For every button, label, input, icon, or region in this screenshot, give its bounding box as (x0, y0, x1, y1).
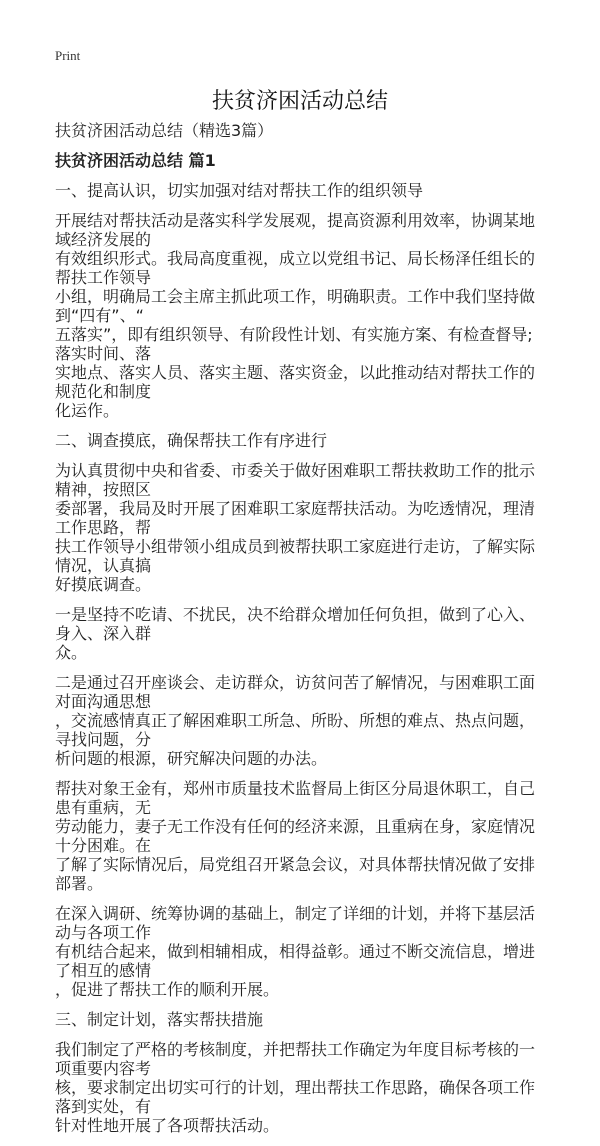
paragraph (55, 673, 545, 768)
text-line: 众。 (55, 643, 88, 662)
text-line: 一是坚持不吃请、不扰民，决不给群众增加任何负担，做到了心入、身入、深入群 (55, 605, 536, 643)
section-heading (55, 1010, 545, 1029)
text-line: 好摸底调查。 (55, 575, 152, 594)
text-line: 析问题的根源，研究解决问题的办法。 (55, 749, 328, 768)
text-line: 为认真贯彻中央和省委、市委关于做好困难职工帮扶救助工作的批示精神，按照区 (55, 461, 536, 499)
text-line: 化运作。 (55, 401, 120, 420)
paragraph (55, 605, 545, 662)
document-body (55, 121, 545, 1146)
section-heading (55, 181, 545, 200)
text-line: 实地点、落实人员、落实主题、落实资金，以此推动结对帮扶工作的规范化和制度 (55, 363, 536, 401)
text-line: 委部署，我局及时开展了困难职工家庭帮扶活动。为吃透情况，理清工作思路，帮 (55, 499, 536, 537)
text-line: 扶贫济困活动总结（精选3篇） (55, 121, 274, 140)
text-line: 核，要求制定出切实可行的计划，理出帮扶工作思路，确保各项工作落到实处，有 (55, 1078, 536, 1116)
text-line: 有机结合起来，做到相辅相成，相得益彰。通过不断交流信息，增进了相互的感情 (55, 942, 536, 980)
text-line: 劳动能力，妻子无工作没有任何的经济来源，且重病在身，家庭情况十分困难。在 (55, 817, 536, 855)
text-line: 在深入调研、统筹协调的基础上，制定了详细的计划，并将下基层活动与各项工作 (55, 904, 536, 942)
text-line: 帮扶对象王金有，郑州市质量技术监督局上街区分局退休职工，自己患有重病，无 (55, 779, 536, 817)
section-heading (55, 431, 545, 450)
text-line: 小组，明确局工会主席主抓此项工作，明确职责。工作中我们坚持做到“四有”、“ (55, 287, 536, 325)
text-line: 二、调查摸底，确保帮扶工作有序进行 (55, 431, 328, 450)
paragraph (55, 1040, 545, 1135)
paragraph (55, 904, 545, 999)
paragraph (55, 211, 545, 420)
text-line: 扶工作领导小组带领小组成员到被帮扶职工家庭进行走访，了解实际情况，认真搞 (55, 537, 536, 575)
text-line: ，促进了帮扶工作的顺利开展。 (55, 980, 280, 999)
text-line: 开展结对帮扶活动是落实科学发展观，提高资源利用效率，协调某地域经济发展的 (55, 211, 536, 249)
document-title: 扶贫济困活动总结 (211, 89, 388, 114)
section-title (55, 151, 545, 170)
text-line: 我们制定了严格的考核制度，并把帮扶工作确定为年度目标考核的一项重要内容考 (55, 1040, 536, 1078)
text-line: 有效组织形式。我局高度重视，成立以党组书记、局长杨泽任组长的帮扶工作领导 (55, 249, 536, 287)
print-link[interactable]: Print (55, 48, 81, 63)
text-line: 五落实”，即有组织领导、有阶段性计划、有实施方案、有检查督导;落实时间、落 (55, 325, 533, 363)
text-line: 了解了实际情况后，局党组召开紧急会议，对具体帮扶情况做了安排部署。 (55, 855, 536, 893)
paragraph (55, 779, 545, 893)
text-line: 二是通过召开座谈会、走访群众，访贫问苦了解情况，与困难职工面对面沟通思想 (55, 673, 536, 711)
text-line: 针对性地开展了各项帮扶活动。 (55, 1116, 280, 1135)
text-line: 三、制定计划，落实帮扶措施 (55, 1010, 264, 1029)
paragraph (55, 461, 545, 594)
text-line: 一、提高认识，切实加强对结对帮扶工作的组织领导 (55, 181, 424, 200)
subtitle (55, 121, 545, 140)
text-line: 扶贫济困活动总结 篇1 (55, 151, 216, 170)
text-line: ，交流感情真正了解困难职工所急、所盼、所想的难点、热点问题，寻找问题，分 (55, 711, 536, 749)
